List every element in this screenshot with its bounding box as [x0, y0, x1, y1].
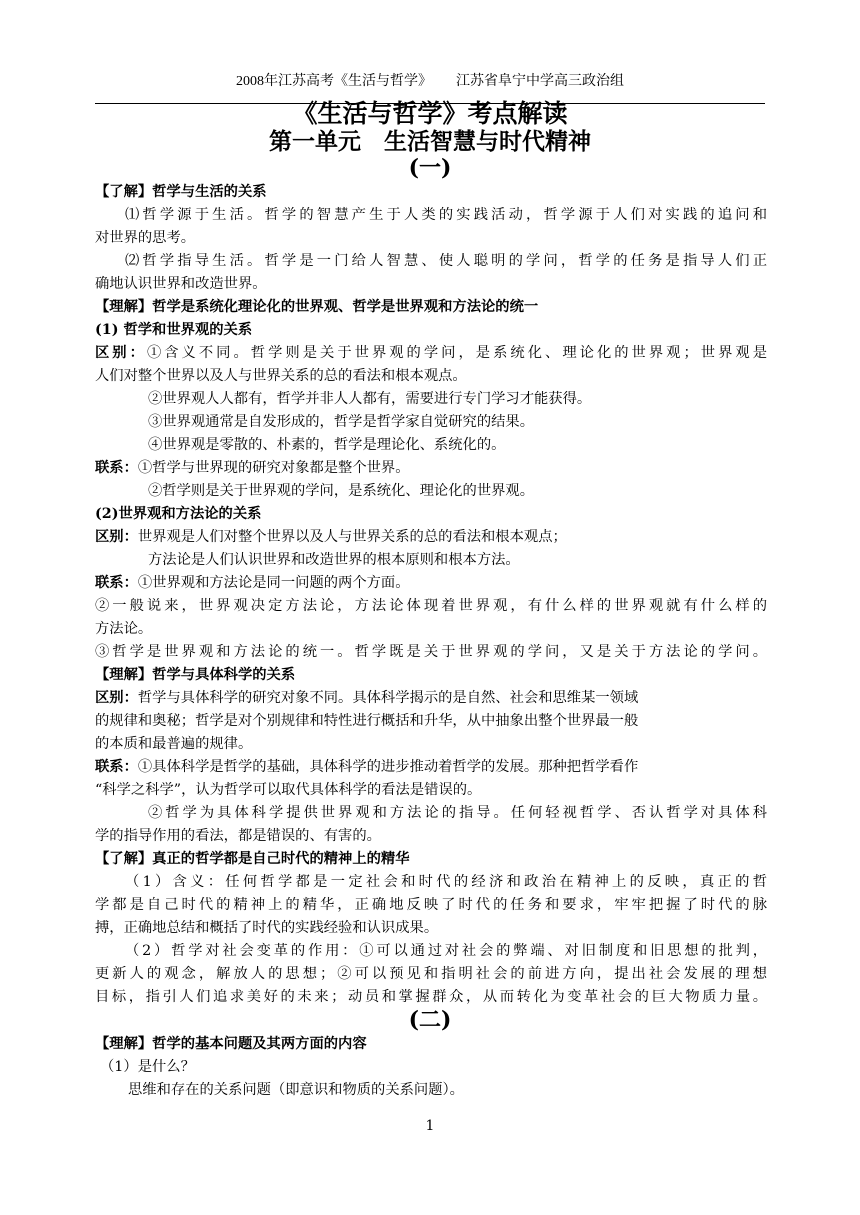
text-line: 【理解】哲学与具体科学的关系: [95, 667, 296, 683]
text-line: “科学之科学”，认为哲学可以取代具体科学的看法是错误的。: [95, 782, 482, 798]
text-line: ②哲学为具体科学提供世界观和方法论的指导。任何轻视哲学、否认哲学对具体科: [148, 805, 767, 821]
text-line: ②哲学则是关于世界观的学问，是系统化、理论化的世界观。: [148, 483, 535, 499]
text-line: 更新人的观念，解放人的思想；②可以预见和指明社会的前进方向，提出社会发展的理想: [95, 966, 767, 982]
text-line: 联系：①哲学与世界现的研究对象都是整个世界。: [95, 460, 410, 476]
text-line: 学都是自己时代的精神上的精华，正确地反映了时代的任务和要求，牢牢把握了时代的脉: [95, 897, 767, 913]
text-line: （1）含义：任何哲学都是一定社会和时代的经济和政治在精神上的反映，真正的哲: [125, 874, 767, 890]
text-line: ②世界观人人都有，哲学并非人人都有，需要进行专门学习才能获得。: [148, 391, 592, 407]
text-line: (1) 哲学和世界观的关系: [95, 322, 253, 338]
header-right: 江苏省阜宁中学高三政治组: [456, 74, 624, 89]
text-line: 区别：世界观是人们对整个世界以及人与世界关系的总的看法和根本观点；: [95, 529, 567, 545]
text-line: (2)世界观和方法论的关系: [95, 506, 262, 522]
header-left: 2008年江苏高考《生活与哲学》: [236, 74, 432, 89]
text-line: ③哲学是世界观和方法论的统一。哲学既是关于世界观的学问，又是关于方法论的学问。: [95, 644, 767, 660]
section-heading-2: (二): [408, 1007, 452, 1033]
text-line: （2）哲学对社会变革的作用：①可以通过对社会的弊端、对旧制度和旧思想的批判，: [125, 943, 767, 959]
document-title: 《生活与哲学》考点解读: [292, 99, 568, 128]
text-line: 对世界的思考。: [95, 230, 196, 246]
text-line: 思维和存在的关系问题（即意识和物质的关系问题）。: [128, 1082, 464, 1098]
text-line: 人们对整个世界以及人与世界关系的总的看法和根本观点。: [95, 368, 467, 384]
text-line: 【了解】哲学与生活的关系: [95, 184, 267, 200]
text-line: 【理解】哲学的基本问题及其两方面的内容: [95, 1036, 367, 1052]
text-line: 确地认识世界和改造世界。: [95, 276, 267, 292]
text-line: ②一般说来，世界观决定方法论，方法论体现着世界观，有什么样的世界观就有什么样的: [95, 598, 767, 614]
text-line: 的本质和最普遍的规律。: [95, 736, 253, 752]
text-line: 【了解】真正的哲学都是自己时代的精神上的精华: [95, 851, 410, 867]
text-line: 联系：①具体科学是哲学的基础，具体科学的进步推动着哲学的发展。那种把哲学看作: [95, 759, 639, 775]
text-line: 学的指导作用的看法，都是错误的、有害的。: [95, 828, 381, 844]
text-line: 联系：①世界观和方法论是同一问题的两个方面。: [95, 575, 410, 591]
section-heading-1: (一): [408, 155, 452, 181]
page-number: 1: [425, 1118, 435, 1134]
text-line: 方法论。: [95, 621, 153, 637]
text-line: ④世界观是零散的、朴素的，哲学是理论化、系统化的。: [148, 437, 506, 453]
unit-title: 第一单元 生活智慧与时代精神: [269, 128, 591, 155]
text-line: ⑵哲学指导生活。哲学是一门给人智慧、使人聪明的学问，哲学的任务是指导人们正: [125, 253, 767, 269]
text-line: 搏，正确地总结和概括了时代的实践经验和认识成果。: [95, 920, 439, 936]
text-line: ③世界观通常是自发形成的，哲学是哲学家自觉研究的结果。: [148, 414, 535, 430]
text-line: 方法论是人们认识世界和改造世界的根本原则和根本方法。: [148, 552, 520, 568]
text-line: 目标，指引人们追求美好的未来；动员和掌握群众，从而转化为变革社会的巨大物质力量。: [95, 989, 767, 1005]
text-line: （1）是什么？: [100, 1059, 195, 1075]
text-line: 【理解】哲学是系统化理论化的世界观、哲学是世界观和方法论的统一: [95, 299, 539, 315]
text-line: 的规律和奥秘；哲学是对个别规律和特性进行概括和升华，从中抽象出整个世界最一般: [95, 713, 639, 729]
running-header: [0, 70, 860, 90]
text-line: ⑴哲学源于生活。哲学的智慧产生于人类的实践活动，哲学源于人们对实践的追问和: [125, 207, 767, 223]
text-line: 区别：哲学与具体科学的研究对象不同。具体科学揭示的是自然、社会和思维某一领域: [95, 690, 639, 706]
text-line: 区别：①含义不同。哲学则是关于世界观的学问，是系统化、理论化的世界观；世界观是: [95, 345, 768, 361]
